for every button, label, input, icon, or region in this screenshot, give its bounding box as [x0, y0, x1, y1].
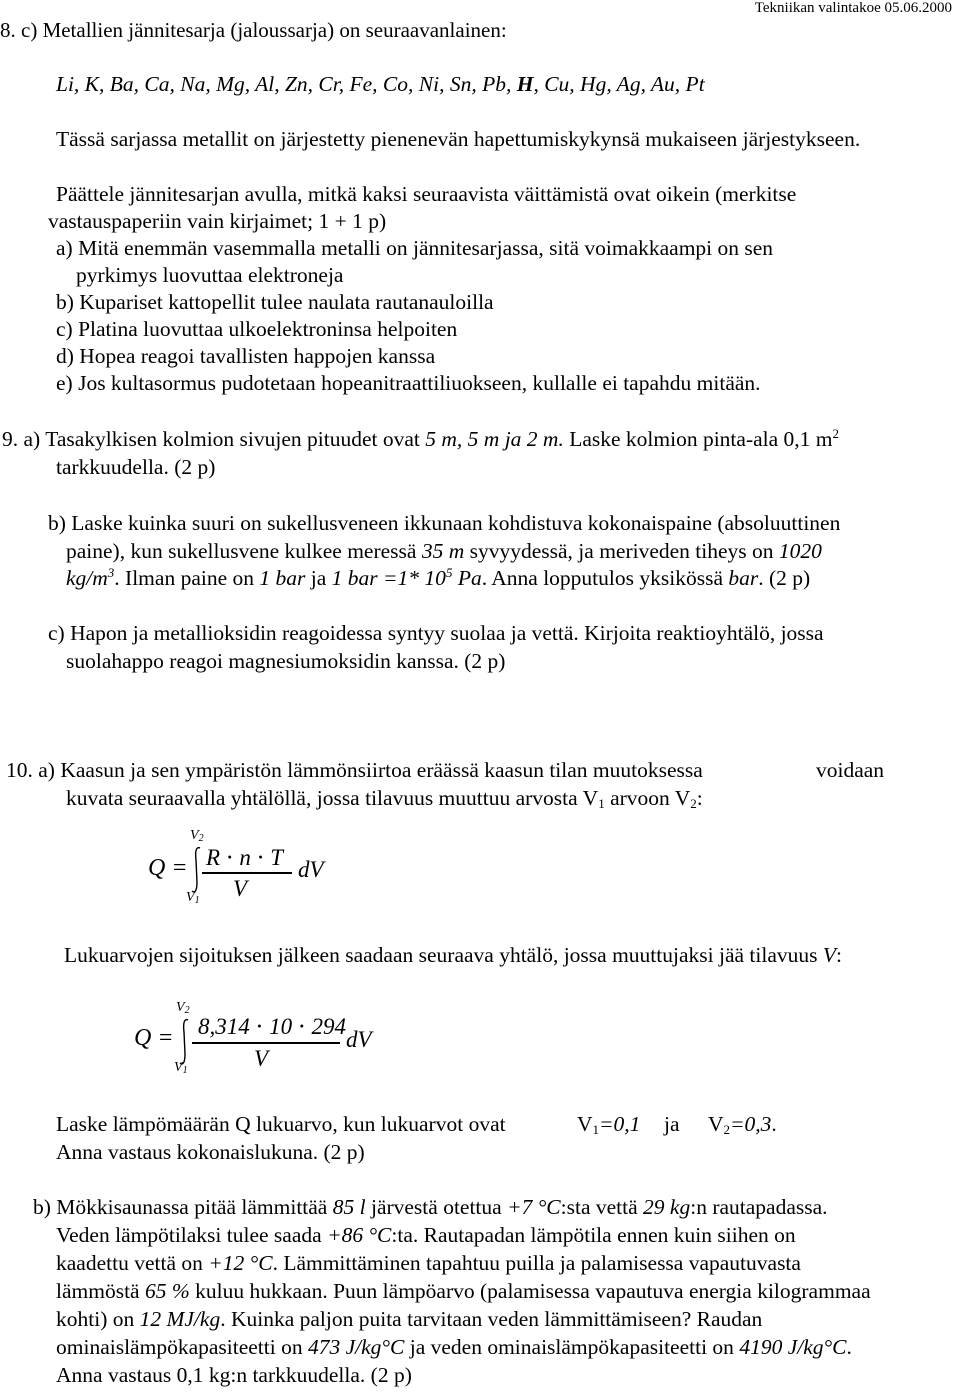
q8c-option-d: d) Hopea reagoi tavallisten happojen kanssa [56, 344, 436, 368]
q10a-v2-sub: 2 [723, 1122, 731, 1137]
q8c-option-a-line-2: pyrkimys luovuttaa elektroneja [76, 263, 344, 287]
eq1-upper-v: V [190, 828, 199, 843]
q10b-l1-b: järvestä otettua [365, 1195, 508, 1219]
q9b-unit-sup: 3 [107, 565, 115, 580]
q10b-l4-a: lämmöstä [56, 1279, 145, 1303]
q10b-l1-a: b) Mökkisaunassa pitää lämmittää [33, 1195, 333, 1219]
q10b-pot-mass: 29 kg [643, 1195, 691, 1219]
q10a-calc-end: . [771, 1112, 777, 1136]
q10b-line-6 [56, 1334, 852, 1360]
q10a-calc-v2 [708, 1111, 777, 1137]
q10b-water-capacity: 4190 J/kg°C [739, 1335, 847, 1359]
eq1-integral-sign [190, 846, 204, 894]
q9a-task: Laske kolmion pinta-ala 0,1 m [563, 427, 833, 451]
q9b-line-1: b) Laske kuinka suuri on sukellusveneen ikkunaan kohdistuva kokonaispaine (absoluuttinen [48, 511, 841, 535]
q10a-calc-text: Laske lämpömäärän Q lukuarvo, kun lukuarvot ovat [56, 1112, 506, 1136]
eq2-integral-sign [178, 1018, 192, 1066]
q10a-substitution [64, 942, 842, 968]
q10b-loss-pct: 65 % [144, 1279, 190, 1303]
eq1-upper-limit [190, 828, 204, 844]
eq1-lower-limit [186, 890, 200, 906]
q10a-v1-val: =0,1 [599, 1112, 641, 1136]
q9b-l2-mid: syvyydessä, ja meriveden tiheys on [464, 539, 779, 563]
q9b-bar: 1 bar [259, 566, 306, 590]
eq1-differential: dV [298, 857, 324, 882]
q10a-subst-end: : [836, 943, 842, 967]
eq1-numerator: R ⋅ n ⋅ T [206, 845, 284, 870]
eq2-upper-v: V [176, 1000, 185, 1015]
q10a-sub1: 1 [598, 796, 605, 811]
q10b-volume: 85 l [332, 1195, 366, 1219]
q10b-l5-b: . Kuinka paljon puita tarvitaan veden lämmittämiseen? Raudan [220, 1307, 763, 1331]
metal-series-part2: , Cu, Hg, Ag, Au, Pt [533, 72, 705, 96]
q9b-line-3 [66, 565, 810, 591]
q10b-l2-b: :ta. Rautapadan lämpötila ennen kuin siihen on [391, 1223, 796, 1247]
q9c-line-1: c) Hapon ja metallioksidin reagoidessa syntyy suolaa ja vettä. Kirjoita reaktioyhtälö, jossa [48, 621, 824, 645]
eq2-fraction-bar [192, 1042, 340, 1044]
eq2-upper-sub: 2 [184, 1005, 190, 1016]
q9b-l3-mid2: ja [305, 566, 332, 590]
q10b-line-1 [33, 1194, 828, 1220]
q10b-l5-a: kohti) on [56, 1307, 140, 1331]
q10a-v1-sub: 1 [592, 1122, 600, 1137]
eq1-upper-sub: 2 [198, 833, 204, 844]
q9a-sides: 5 m, 5 m ja 2 m. [425, 427, 564, 451]
q9b-pa: Pa [452, 566, 482, 590]
q10a-line-2 [66, 785, 703, 811]
eq2-differential: dV [346, 1027, 372, 1052]
eq2-lower-v: V [174, 1060, 183, 1075]
metal-series-part1: Li, K, Ba, Ca, Na, Mg, Al, Zn, Cr, Fe, Co, Ni, Sn, Pb, [56, 72, 517, 96]
q10a-subst-var: V [822, 943, 837, 967]
q10a-calc-line-2: Anna vastaus kokonaislukuna. (2 p) [56, 1140, 365, 1164]
eq1-lhs: Q = [148, 855, 188, 881]
eq2-lhs: Q = [134, 1025, 174, 1051]
q9b-l3-post: . Anna lopputulos yksikössä [481, 566, 729, 590]
q9b-l3-end: . (2 p) [758, 566, 811, 590]
q10a-v2: V [708, 1112, 724, 1136]
q9a-sup: 2 [832, 426, 840, 441]
q9b-unit-bar: bar [728, 566, 759, 590]
metal-series-hydrogen: H [516, 72, 534, 96]
q8c-option-a-line-1: a) Mitä enemmän vasemmalla metalli on jännitesarjassa, sitä voimakkaampi on sen [56, 236, 774, 260]
q10b-l4-b: kuluu hukkaan. Puun lämpöarvo (palamisessa vapautuva energia kilogrammaa [189, 1279, 871, 1303]
q10b-line-3 [56, 1250, 801, 1276]
q10b-line-2 [56, 1222, 796, 1248]
q10b-l6-b: ja veden ominaislämpökapasiteetti on [404, 1335, 740, 1359]
q8c-order-note: Tässä sarjassa metallit on järjestetty pienenevän hapettumiskykynsä mukaiseen järjestykseen. [56, 127, 861, 151]
q9a-line-2: tarkkuudella. (2 p) [56, 455, 216, 479]
eq1-denominator: V [233, 876, 248, 901]
eq1-lower-sub: 1 [194, 895, 200, 906]
q9b-density-unit [66, 566, 114, 590]
q10a-calc-ja: ja [664, 1112, 680, 1136]
q9b-conv-sup: 5 [445, 565, 453, 580]
eq2-denominator: V [254, 1046, 269, 1071]
q10b-iron-capacity: 473 J/kg°C [307, 1335, 405, 1359]
metal-series [56, 71, 705, 97]
q10b-l3-a: kaadettu vettä on [56, 1251, 209, 1275]
q9b-density: 1020 [778, 539, 822, 563]
q9b-conv-text: 1 bar =1* 10 [331, 566, 446, 590]
q10b-line-4 [56, 1278, 871, 1304]
q10a-v2-val: =0,3 [730, 1112, 772, 1136]
eq1-lower-v: V [186, 890, 195, 905]
eq2-lower-sub: 1 [182, 1065, 188, 1076]
q10a-line-1: 10. a) Kaasun ja sen ympäristön lämmönsiirtoa eräässä kaasun tilan muutoksessa [6, 758, 703, 782]
q10a-sub2: 2 [690, 796, 697, 811]
eq2-numerator: 8,314 ⋅ 10 ⋅ 294 [198, 1014, 346, 1039]
q10a-v1: V [577, 1112, 593, 1136]
q8c-option-b: b) Kupariset kattopellit tulee naulata rautanauloilla [56, 290, 494, 314]
q10a-l2-mid: arvoon V [604, 786, 691, 810]
q10b-start-temp: +7 °C [507, 1195, 561, 1219]
q10b-l3-b: . Lämmittäminen tapahtuu puilla ja palamisessa vapautuvasta [272, 1251, 801, 1275]
q10b-heat-value: 12 MJ/kg [139, 1307, 221, 1331]
q10b-pot-temp: +12 °C [208, 1251, 273, 1275]
q8c-option-e: e) Jos kultasormus pudotetaan hopeanitraattiliuokseen, kullalle ei tapahdu mitään. [56, 371, 761, 395]
eq2-lower-limit [174, 1060, 188, 1076]
eq1-fraction-bar [202, 872, 292, 874]
q9a-text: 9. a) Tasakylkisen kolmion sivujen pituudet ovat [2, 427, 426, 451]
q8c-instruction-line-1: Päättele jännitesarjan avulla, mitkä kaksi seuraavista väittämistä ovat oikein (merkitse [56, 182, 797, 206]
q10b-line-7: Anna vastaus 0,1 kg:n tarkkuudella. (2 p) [56, 1363, 412, 1387]
q10b-l2-a: Veden lämpötilaksi tulee saada [56, 1223, 328, 1247]
q9b-line-2 [66, 538, 822, 564]
q10b-line-5 [56, 1306, 762, 1332]
q9a-line-1 [2, 426, 839, 452]
q9b-unit-text: kg/m [66, 566, 108, 590]
eq2-upper-limit [176, 1000, 190, 1016]
q9b-depth: 35 m [421, 539, 465, 563]
q10b-target-temp: +86 °C [327, 1223, 392, 1247]
q10b-l6-c: . [846, 1335, 852, 1359]
q9b-l2-text: paine), kun sukellusvene kulkee meressä [66, 539, 422, 563]
q10a-subst-text: Lukuarvojen sijoituksen jälkeen saadaan seuraava yhtälö, jossa muuttujaksi jää tilavuus [64, 943, 823, 967]
q10a-calc-v1 [577, 1111, 640, 1137]
q10a-l2-text: kuvata seuraavalla yhtälöllä, jossa tilavuus muuttuu arvosta V [66, 786, 599, 810]
q10a-line-1-right: voidaan [816, 758, 885, 782]
q10b-l1-c: :sta vettä [560, 1195, 644, 1219]
q10b-l1-d: :n rautapadassa. [690, 1195, 828, 1219]
q10a-l2-end: : [696, 786, 703, 810]
q9b-conversion [332, 566, 482, 590]
q9b-l3-mid1: . Ilman paine on [114, 566, 260, 590]
q8c-instruction-line-2: vastauspaperiin vain kirjaimet; 1 + 1 p) [48, 209, 387, 233]
q8c-option-c: c) Platina luovuttaa ulkoelektroninsa helpoiten [56, 317, 458, 341]
q8c-title: 8. c) Metallien jännitesarja (jaloussarja) on seuraavanlainen: [0, 18, 507, 42]
exam-header: Tekniikan valintakoe 05.06.2000 [754, 0, 952, 16]
q10b-l6-a: ominaislämpökapasiteetti on [56, 1335, 308, 1359]
q9c-line-2: suolahappo reagoi magnesiumoksidin kanssa. (2 p) [66, 649, 506, 673]
q10a-calc-line-1 [56, 1111, 506, 1137]
